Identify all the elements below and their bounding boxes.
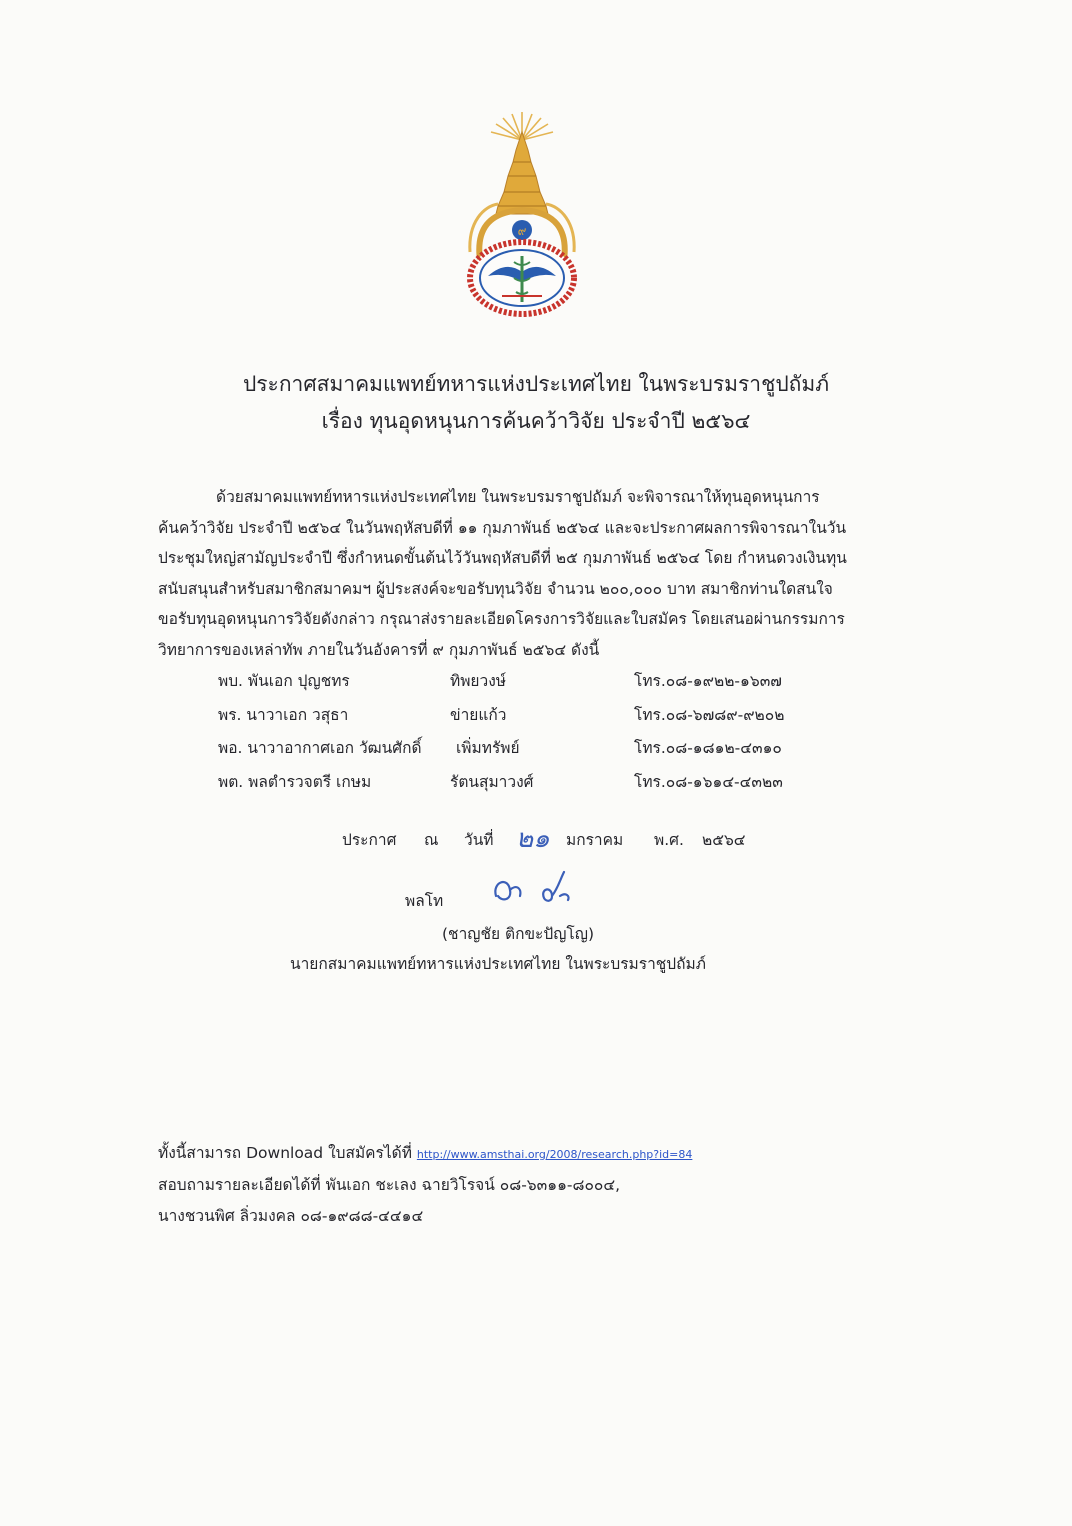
- contact-name: พร. นาวาเอก วสุธา: [218, 705, 349, 724]
- handwritten-signature: [488, 866, 584, 912]
- announce-label: ประกาศ: [342, 831, 397, 849]
- body-line: ค้นคว้าวิจัย ประจำปี ๒๕๖๔ ในวันพฤหัสบดีที่ ๑๑ กุมภาพันธ์ ๒๕๖๔ และจะประกาศผลการพิจารณาในวัน: [158, 518, 847, 537]
- contact-surname: ทิพยวงษ์: [450, 672, 507, 690]
- announce-day-label: วันที่: [464, 831, 494, 849]
- body-line: สนับสนุนสำหรับสมาชิกสมาคมฯ ผู้ประสงค์จะขอรับทุนวิจัย จำนวน ๒๐๐,๐๐๐ บาท สมาชิกท่านใดสนใจ: [158, 579, 833, 598]
- signatory-name: (ชาญชัย ติกขะปัญโญ): [442, 925, 595, 943]
- signatory-position: นายกสมาคมแพทย์ทหารแห่งประเทศไทย ในพระบรมราชูปถัมภ์: [290, 955, 706, 973]
- announcement-subject: เรื่อง ทุนอุดหนุนการค้นคว้าวิจัย ประจำปี ๒๕๖๔: [321, 409, 751, 433]
- contact-phone: โทร.๐๘-๖๗๘๙-๙๒๐๒: [634, 705, 785, 724]
- body-line: วิทยาการของเหล่าทัพ ภายในวันอังคารที่ ๙ กุมภาพันธ์ ๒๕๖๔ ดังนี้: [158, 640, 600, 659]
- contact-row: [218, 699, 858, 733]
- contact-name: พต. พลตำรวจตรี เกษม: [218, 772, 372, 791]
- association-emblem: [458, 110, 586, 320]
- contact-row: [218, 732, 858, 766]
- download-link[interactable]: http://www.amsthai.org/2008/research.php?id=84: [416, 1148, 693, 1161]
- announce-at: ณ: [424, 831, 439, 849]
- announcement-title: ประกาศสมาคมแพทย์ทหารแห่งประเทศไทย ในพระบรมราชูปถัมภ์: [242, 372, 830, 396]
- announce-era: พ.ศ.: [654, 831, 684, 849]
- inquiry-line: นางชวนพิศ ลิ่วมงคล ๐๘-๑๙๘๘-๔๔๑๔: [158, 1207, 424, 1225]
- contact-name: พบ. พันเอก ปุญชทร: [218, 672, 350, 690]
- contact-surname: เพิ่มทรัพย์: [456, 739, 520, 757]
- contact-surname: รัตนสุมาวงศ์: [450, 772, 534, 791]
- body-line: ประชุมใหญ่สามัญประจำปี ซึ่งกำหนดขั้นต้นไว้วันพฤหัสบดีที่ ๒๕ กุมภาพันธ์ ๒๕๖๔ โดย กำหนดวงเงินทุน: [158, 549, 847, 567]
- download-text: ทั้งนี้สามารถ Download ใบสมัครได้ที่: [158, 1144, 412, 1162]
- contact-phone: โทร.๐๘-๑๖๑๔-๔๓๒๓: [634, 772, 783, 791]
- handwritten-day: ๒๑: [516, 824, 550, 854]
- body-paragraph: [158, 482, 938, 665]
- emblem-crown: [496, 132, 548, 214]
- contact-name: พอ. นาวาอากาศเอก วัฒนศักดิ์: [218, 739, 422, 757]
- body-line: ขอรับทุนอุดหนุนการวิจัยดังกล่าว กรุณาส่งรายละเอียดโครงการวิจัยและใบสมัคร โดยเสนอผ่านกรรมการ: [158, 610, 845, 628]
- inquiry-line: สอบถามรายละเอียดได้ที่ พันเอก ชะเลง ฉายวิโรจน์ ๐๘-๖๓๑๑-๘๐๐๔,: [158, 1176, 621, 1194]
- body-line: ด้วยสมาคมแพทย์ทหารแห่งประเทศไทย ในพระบรมราชูปถัมภ์ จะพิจารณาให้ทุนอุดหนุนการ: [216, 488, 820, 506]
- announce-month: มกราคม: [566, 831, 624, 849]
- download-line: [158, 1138, 692, 1170]
- contact-phone: โทร.๐๘-๑๘๑๒-๔๓๑๐: [634, 739, 782, 757]
- contact-phone: โทร.๐๘-๑๙๒๒-๑๖๓๗: [634, 672, 782, 690]
- svg-text:๙: ๙: [517, 224, 527, 238]
- contact-row: [218, 766, 858, 800]
- contact-list: [218, 665, 858, 799]
- contact-surname: ข่ายแก้ว: [450, 705, 507, 724]
- contact-row: [218, 665, 858, 699]
- footer-info: [158, 1138, 692, 1232]
- signatory-rank: พลโท: [405, 892, 444, 910]
- announce-year: ๒๕๖๔: [702, 831, 746, 849]
